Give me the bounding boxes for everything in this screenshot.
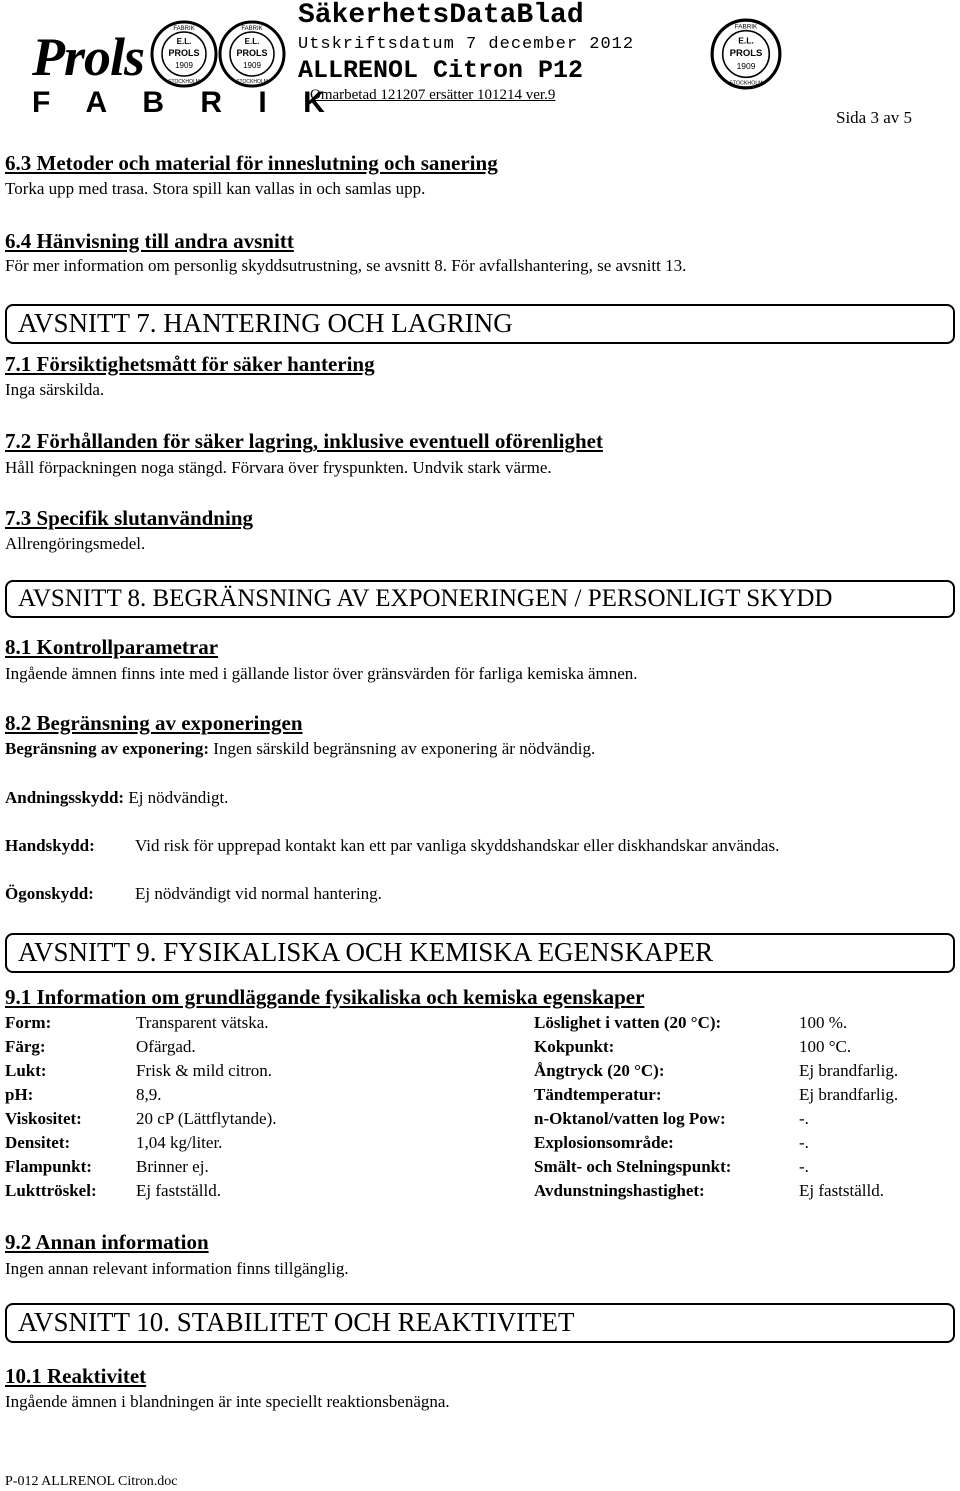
property-value: 100 °C. xyxy=(799,1037,852,1056)
property-label: Smält- och Stelningspunkt: xyxy=(534,1157,732,1176)
property-value: Ej brandfarlig. xyxy=(799,1085,899,1104)
property-value: 8,9. xyxy=(136,1085,162,1104)
seal-top-text: FABRIK xyxy=(734,23,758,31)
heading-8-1: 8.1 Kontrollparametrar xyxy=(5,635,219,659)
property-value: -. xyxy=(799,1109,809,1128)
seal-year: 1909 xyxy=(243,61,261,70)
seal-year: 1909 xyxy=(736,60,756,71)
property-value: -. xyxy=(799,1157,809,1176)
property-value: 20 cP (Lättflytande). xyxy=(136,1109,277,1128)
property-label: Flampunkt: xyxy=(5,1157,92,1176)
properties-row xyxy=(5,1110,955,1134)
text-6-4: För mer information om personlig skyddsutrustning, se avsnitt 8. För avfallshantering, se avsnitt 13. xyxy=(5,256,687,275)
respiratory-protection-value: Ej nödvändigt. xyxy=(124,788,229,807)
seal-bottom-text: STOCKHOLM xyxy=(168,79,200,85)
properties-row xyxy=(5,1134,955,1158)
property-label: Lukt: xyxy=(5,1061,47,1080)
heading-7-1: 7.1 Försiktighetsmått för säker hantering xyxy=(5,352,375,376)
properties-row xyxy=(5,1062,955,1086)
property-label: n-Oktanol/vatten log Pow: xyxy=(534,1109,726,1128)
property-label: Densitet: xyxy=(5,1133,71,1152)
text-7-3: Allrengöringsmedel. xyxy=(5,534,146,553)
property-label: Ångtryck (20 °C): xyxy=(534,1061,665,1080)
company-logo-subtext: F A B R I K xyxy=(32,86,339,119)
property-label: Kokpunkt: xyxy=(534,1037,615,1056)
text-7-1: Inga särskilda. xyxy=(5,380,105,399)
property-value: 1,04 kg/liter. xyxy=(136,1133,223,1152)
property-value: 100 %. xyxy=(799,1013,848,1032)
hand-protection-label: Handskydd: xyxy=(5,836,95,855)
text-8-1: Ingående ämnen finns inte med i gällande listor över gränsvärden för farliga kemiska ämnen. xyxy=(5,664,638,683)
heading-9-1: 9.1 Information om grundläggande fysikaliska och kemiska egenskaper xyxy=(5,985,645,1009)
company-seal-left xyxy=(150,20,218,88)
page-number: Sida 3 av 5 xyxy=(836,108,913,127)
section-8-header xyxy=(5,580,955,618)
property-label: Tändtemperatur: xyxy=(534,1085,662,1104)
exposure-limitation-value: Ingen särskild begränsning av exponering är nödvändig. xyxy=(209,739,596,758)
exposure-limitation-line xyxy=(5,740,595,757)
seal-top-text: FABRIK xyxy=(241,26,263,32)
respiratory-protection-label: Andningsskydd: xyxy=(5,788,125,807)
seal-initials: E.L. xyxy=(244,37,260,46)
heading-9-2: 9.2 Annan information xyxy=(5,1230,209,1254)
properties-row xyxy=(5,1158,955,1182)
document-title: SäkerhetsDataBlad xyxy=(298,0,584,31)
property-label: Färg: xyxy=(5,1037,46,1056)
property-label: Lukttröskel: xyxy=(5,1181,97,1200)
seal-name: PROLS xyxy=(236,48,268,58)
eye-protection-label: Ögonskydd: xyxy=(5,884,94,903)
text-7-2: Håll förpackningen noga stängd. Förvara över fryspunkten. Undvik stark värme. xyxy=(5,458,552,477)
seal-initials: E.L. xyxy=(176,37,192,46)
hand-protection-value: Vid risk för upprepad kontakt kan ett par vanliga skyddshandskar eller diskhandskar användas. xyxy=(135,836,780,855)
company-seal-page-right xyxy=(710,18,782,90)
section-7-title: AVSNITT 7. HANTERING OCH LAGRING xyxy=(18,308,513,338)
section-9-header xyxy=(5,933,955,973)
section-8-title: AVSNITT 8. BEGRÄNSNING AV EXPONERINGEN / PERSONLIGT SKYDD xyxy=(18,585,833,612)
exposure-limitation-label: Begränsning av exponering: xyxy=(5,739,210,758)
revision-note: Omarbetad 121207 ersätter 101214 ver.9 xyxy=(310,87,556,103)
properties-row xyxy=(5,1014,955,1038)
seal-bottom-text: STOCKHOLM xyxy=(236,79,268,85)
heading-7-3: 7.3 Specifik slutanvändning xyxy=(5,506,254,530)
footer-filename: P-012 ALLRENOL Citron.doc xyxy=(5,1474,178,1489)
seal-bottom-text: STOCKHOLM xyxy=(729,80,763,87)
property-value: Ej brandfarlig. xyxy=(799,1061,899,1080)
heading-6-3: 6.3 Metoder och material för inneslutning och sanering xyxy=(5,151,498,175)
section-7-header xyxy=(5,304,955,344)
company-logo-text: Prols xyxy=(32,27,145,87)
properties-row xyxy=(5,1086,955,1110)
seal-year: 1909 xyxy=(175,61,193,70)
seal-initials: E.L. xyxy=(738,35,754,46)
property-value: Brinner ej. xyxy=(136,1157,209,1176)
property-value: -. xyxy=(799,1133,809,1152)
seal-name: PROLS xyxy=(729,48,763,60)
property-label: Löslighet i vatten (20 °C): xyxy=(534,1013,722,1032)
text-9-2: Ingen annan relevant information finns tillgänglig. xyxy=(5,1259,349,1278)
section-9-title: AVSNITT 9. FYSIKALISKA OCH KEMISKA EGENSKAPER xyxy=(18,937,714,967)
section-10-title: AVSNITT 10. STABILITET OCH REAKTIVITET xyxy=(18,1307,575,1337)
seal-name: PROLS xyxy=(168,48,200,58)
property-label: pH: xyxy=(5,1085,34,1104)
properties-row xyxy=(5,1182,955,1206)
property-label: Explosionsområde: xyxy=(534,1133,674,1152)
property-value: Frisk & mild citron. xyxy=(136,1061,272,1080)
heading-10-1: 10.1 Reaktivitet xyxy=(5,1364,147,1388)
heading-6-4: 6.4 Hänvisning till andra avsnitt xyxy=(5,229,294,253)
print-date: Utskriftsdatum 7 december 2012 xyxy=(298,35,635,54)
property-label: Form: xyxy=(5,1013,52,1032)
seal-top-text: FABRIK xyxy=(173,26,195,32)
product-name: ALLRENOL Citron P12 xyxy=(298,56,584,85)
section-10-header xyxy=(5,1303,955,1343)
property-value: Transparent vätska. xyxy=(136,1013,269,1032)
property-label: Viskositet: xyxy=(5,1109,82,1128)
text-6-3: Torka upp med trasa. Stora spill kan vallas in och samlas upp. xyxy=(5,179,426,198)
property-label: Avdunstningshastighet: xyxy=(534,1181,705,1200)
respiratory-protection-line xyxy=(5,789,228,806)
properties-row xyxy=(5,1038,955,1062)
property-value: Ej fastställd. xyxy=(136,1181,221,1200)
company-seal-right xyxy=(218,20,286,88)
text-10-1: Ingående ämnen i blandningen är inte speciellt reaktionsbenägna. xyxy=(5,1392,450,1411)
eye-protection-value: Ej nödvändigt vid normal hantering. xyxy=(135,884,382,903)
heading-8-2: 8.2 Begränsning av exponeringen xyxy=(5,711,303,735)
property-value: Ej fastställd. xyxy=(799,1181,884,1200)
property-value: Ofärgad. xyxy=(136,1037,196,1056)
properties-table xyxy=(5,1014,955,1206)
heading-7-2: 7.2 Förhållanden för säker lagring, inklusive eventuell oförenlighet xyxy=(5,429,603,453)
